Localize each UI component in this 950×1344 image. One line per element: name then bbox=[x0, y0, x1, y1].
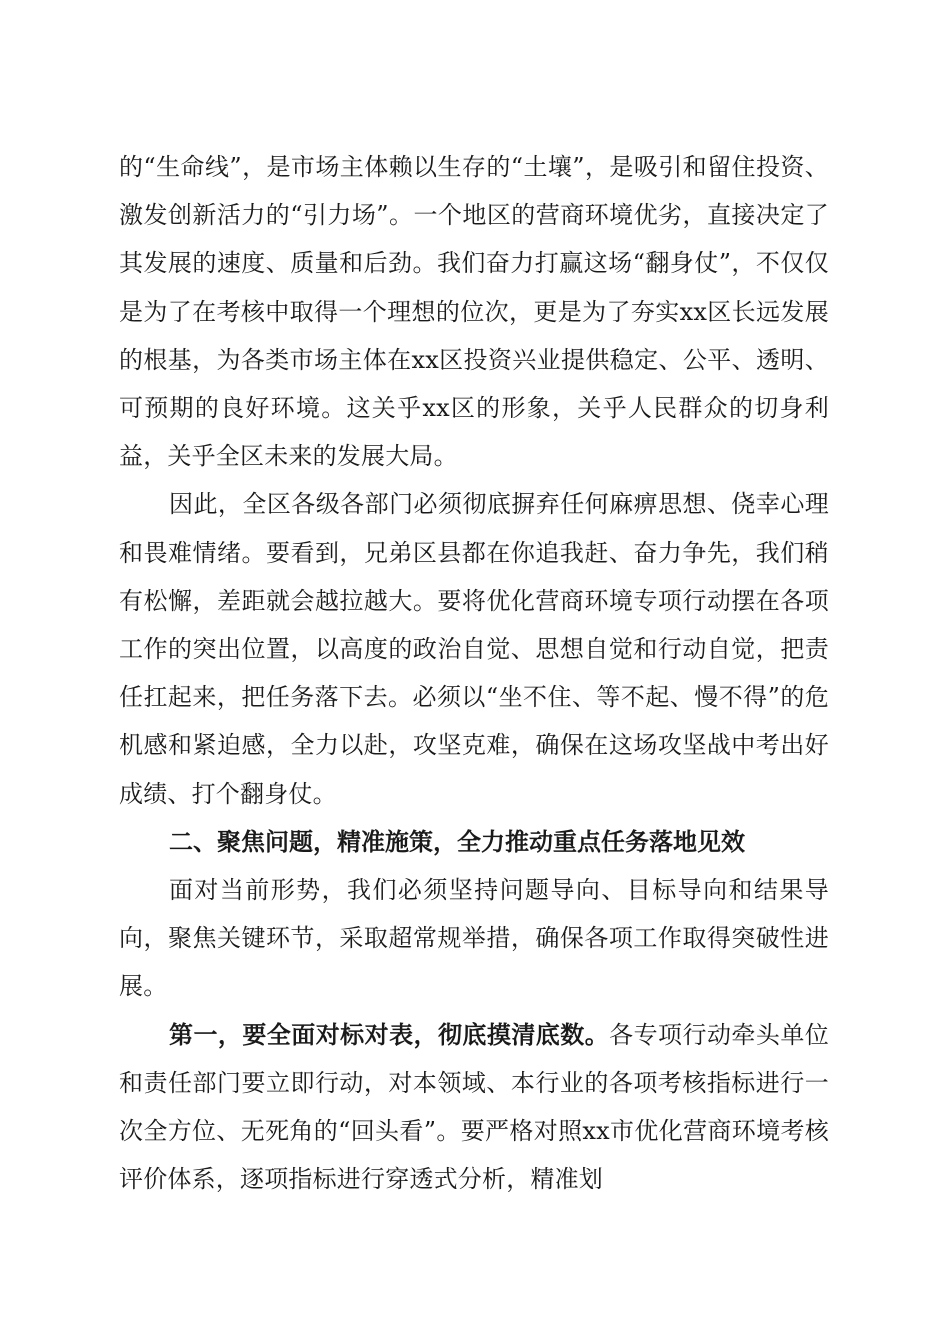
paragraph-continuation: 的“生命线”，是市场主体赖以生存的“土壤”，是吸引和留住投资、激发创新活力的“引力场”。一个地区的营商环境优劣，直接决定了其发展的速度、质量和后劲。我们奋力打赢这场“翻身仗”，不仅仅是为了在考核中取得一个理想的位次，更是为了夯实xx区长远发展的根基，为各类市场主体在xx区投资兴业提供稳定、公平、透明、可预期的良好环境。这关乎xx区的形象，关乎人民群众的切身利益，关乎全区未来的发展大局。 bbox=[119, 153, 829, 471]
first-point-body: 各专项行动牵头单位和责任部门要立即行动，对本领域、本行业的各项考核指标进行一次全方位、无死角的“回头看”。要严格对照xx市优化营商环境考核评价体系，逐项指标进行穿透式分析，精准划 bbox=[119, 1020, 829, 1194]
paragraph-first-point bbox=[119, 1011, 829, 1204]
paragraph-situation: 面对当前形势，我们必须坚持问题导向、目标导向和结果导向，聚焦关键环节，采取超常规举措，确保各项工作取得突破性进展。 bbox=[119, 876, 829, 1001]
document-body bbox=[119, 143, 829, 1203]
section-heading: 二、聚焦问题，精准施策，全力推动重点任务落地见效 bbox=[169, 827, 745, 856]
first-point-lead: 第一，要全面对标对表，彻底摸清底数。 bbox=[169, 1019, 610, 1049]
paragraph-therefore: 因此，全区各级各部门必须彻底摒弃任何麻痹思想、侥幸心理和畏难情绪。要看到，兄弟区县都在你追我赶、奋力争先，我们稍有松懈，差距就会越拉越大。要将优化营商环境专项行动摆在各项工作的突出位置，以高度的政治自觉、思想自觉和行动自觉，把责任扛起来，把任务落下去。必须以“坐不住、等不起、慢不得”的危机感和紧迫感，全力以赴，攻坚克难，确保在这场攻坚战中考出好成绩、打个翻身仗。 bbox=[119, 490, 829, 808]
